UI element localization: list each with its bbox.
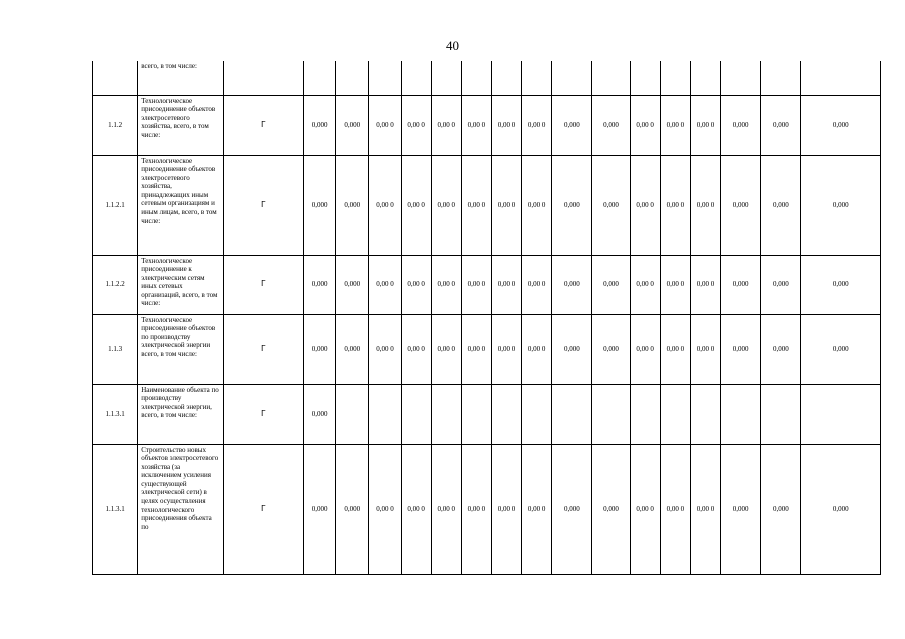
row-name-cell: Технологическое присоединение объектов электросетевого хозяйства, всего, в том числе:	[138, 95, 223, 155]
value-cell: 0,000	[592, 155, 630, 255]
value-cell	[690, 384, 720, 444]
value-cell	[401, 61, 431, 95]
value-cell	[431, 61, 461, 95]
value-cell: 0,00 0	[401, 314, 431, 384]
value-cell: 0,00 0	[461, 95, 491, 155]
row-name-cell: Технологическое присоединение объектов электросетевого хозяйства, принадлежащих иным сетевым организациям и иным лицам, всего, в том числе:	[138, 155, 223, 255]
value-cell: 0,00 0	[431, 444, 461, 574]
row-name-cell: Строительство новых объектов электросетевого хозяйства (за исключением усиления существующей электрической сети) в целях осуществления технологического присоединения объекта по	[138, 444, 223, 574]
value-cell: 0,000	[552, 155, 592, 255]
value-cell: 0,00 0	[431, 314, 461, 384]
value-cell: 0,00 0	[522, 444, 552, 574]
table-row	[93, 255, 881, 314]
value-cell: 0,000	[304, 95, 336, 155]
value-cell: 0,00 0	[461, 444, 491, 574]
value-cell	[721, 384, 761, 444]
row-code-cell: 1.1.2	[93, 95, 138, 155]
value-cell	[761, 384, 801, 444]
value-cell: 0,000	[721, 155, 761, 255]
value-cell: 0,000	[592, 444, 630, 574]
value-cell	[660, 61, 690, 95]
value-cell: 0,000	[592, 95, 630, 155]
value-cell: 0,000	[304, 155, 336, 255]
value-cell: 0,00 0	[431, 255, 461, 314]
value-cell	[461, 61, 491, 95]
row-type-cell	[223, 61, 303, 95]
value-cell: 0,00 0	[690, 444, 720, 574]
value-cell: 0,000	[336, 95, 369, 155]
value-cell: 0,00 0	[522, 155, 552, 255]
value-cell	[801, 61, 881, 95]
value-cell: 0,000	[721, 95, 761, 155]
value-cell: 0,000	[721, 314, 761, 384]
row-name-cell: Технологическое присоединение объектов по производству электрической энергии всего, в том числе:	[138, 314, 223, 384]
value-cell: 0,00 0	[461, 155, 491, 255]
value-cell: 0,00 0	[660, 314, 690, 384]
value-cell	[522, 384, 552, 444]
value-cell: 0,000	[304, 384, 336, 444]
page-number: 40	[446, 38, 459, 53]
value-cell: 0,00 0	[461, 314, 491, 384]
value-cell: 0,00 0	[630, 314, 660, 384]
value-cell	[304, 61, 336, 95]
value-cell: 0,000	[552, 314, 592, 384]
value-cell: 0,000	[761, 255, 801, 314]
row-code-cell: 1.1.3	[93, 314, 138, 384]
value-cell: 0,00 0	[401, 255, 431, 314]
value-cell	[592, 61, 630, 95]
value-cell: 0,00 0	[431, 95, 461, 155]
table-body	[93, 61, 881, 574]
value-cell: 0,000	[304, 314, 336, 384]
value-cell	[336, 61, 369, 95]
table-row	[93, 95, 881, 155]
value-cell	[801, 384, 881, 444]
value-cell: 0,000	[761, 444, 801, 574]
value-cell: 0,00 0	[369, 314, 401, 384]
row-type-cell: Г	[223, 384, 303, 444]
value-cell: 0,000	[721, 255, 761, 314]
value-cell: 0,00 0	[660, 155, 690, 255]
value-cell: 0,000	[592, 255, 630, 314]
value-cell: 0,00 0	[431, 155, 461, 255]
value-cell	[552, 61, 592, 95]
value-cell: 0,000	[304, 255, 336, 314]
value-cell: 0,00 0	[690, 314, 720, 384]
value-cell	[522, 61, 552, 95]
row-type-cell: Г	[223, 95, 303, 155]
value-cell: 0,00 0	[690, 95, 720, 155]
row-type-cell: Г	[223, 314, 303, 384]
value-cell	[369, 61, 401, 95]
value-cell: 0,00 0	[660, 95, 690, 155]
value-cell	[630, 61, 660, 95]
value-cell	[336, 384, 369, 444]
table-row	[93, 155, 881, 255]
value-cell: 0,000	[801, 155, 881, 255]
value-cell: 0,00 0	[491, 314, 521, 384]
table-row	[93, 384, 881, 444]
value-cell: 0,000	[592, 314, 630, 384]
value-cell: 0,000	[336, 444, 369, 574]
row-code-cell: 1.1.3.1	[93, 444, 138, 574]
value-cell: 0,00 0	[630, 255, 660, 314]
table-row	[93, 314, 881, 384]
value-cell	[491, 61, 521, 95]
value-cell: 0,000	[336, 255, 369, 314]
investment-program-table	[92, 61, 881, 575]
value-cell: 0,00 0	[660, 444, 690, 574]
row-name-cell: Технологическое присоединение к электрическим сетям иных сетевых организаций, всего, в том числе:	[138, 255, 223, 314]
value-cell: 0,00 0	[491, 155, 521, 255]
value-cell: 0,000	[721, 444, 761, 574]
value-cell	[660, 384, 690, 444]
value-cell: 0,000	[336, 314, 369, 384]
value-cell: 0,000	[801, 95, 881, 155]
row-code-cell	[93, 61, 138, 95]
row-code-cell: 1.1.2.2	[93, 255, 138, 314]
value-cell: 0,00 0	[401, 444, 431, 574]
value-cell	[552, 384, 592, 444]
value-cell: 0,00 0	[630, 95, 660, 155]
value-cell: 0,000	[801, 444, 881, 574]
value-cell	[592, 384, 630, 444]
value-cell: 0,00 0	[522, 95, 552, 155]
value-cell	[761, 61, 801, 95]
value-cell: 0,000	[801, 255, 881, 314]
value-cell	[461, 384, 491, 444]
value-cell: 0,00 0	[369, 155, 401, 255]
value-cell: 0,000	[761, 95, 801, 155]
value-cell: 0,00 0	[369, 255, 401, 314]
value-cell: 0,00 0	[369, 95, 401, 155]
value-cell: 0,000	[552, 255, 592, 314]
value-cell	[690, 61, 720, 95]
value-cell: 0,00 0	[522, 255, 552, 314]
value-cell: 0,00 0	[690, 255, 720, 314]
value-cell: 0,00 0	[491, 95, 521, 155]
value-cell	[369, 384, 401, 444]
value-cell: 0,000	[304, 444, 336, 574]
value-cell: 0,00 0	[491, 255, 521, 314]
value-cell: 0,00 0	[630, 155, 660, 255]
value-cell: 0,000	[552, 95, 592, 155]
value-cell: 0,00 0	[660, 255, 690, 314]
row-code-cell: 1.1.3.1	[93, 384, 138, 444]
value-cell	[630, 384, 660, 444]
row-type-cell: Г	[223, 155, 303, 255]
value-cell: 0,000	[801, 314, 881, 384]
value-cell	[721, 61, 761, 95]
value-cell: 0,00 0	[491, 444, 521, 574]
row-code-cell: 1.1.2.1	[93, 155, 138, 255]
table-row	[93, 444, 881, 574]
value-cell: 0,00 0	[522, 314, 552, 384]
value-cell: 0,000	[336, 155, 369, 255]
row-name-cell: Наименование объекта по производству электрической энергии, всего, в том числе:	[138, 384, 223, 444]
value-cell: 0,00 0	[401, 95, 431, 155]
value-cell: 0,000	[552, 444, 592, 574]
row-type-cell: Г	[223, 444, 303, 574]
value-cell: 0,00 0	[461, 255, 491, 314]
value-cell: 0,00 0	[369, 444, 401, 574]
value-cell: 0,00 0	[630, 444, 660, 574]
value-cell	[401, 384, 431, 444]
value-cell	[431, 384, 461, 444]
value-cell: 0,000	[761, 155, 801, 255]
table-row	[93, 61, 881, 95]
row-name-cell: всего, в том числе:	[138, 61, 223, 95]
value-cell	[491, 384, 521, 444]
value-cell: 0,00 0	[690, 155, 720, 255]
row-type-cell: Г	[223, 255, 303, 314]
value-cell: 0,00 0	[401, 155, 431, 255]
value-cell: 0,000	[761, 314, 801, 384]
